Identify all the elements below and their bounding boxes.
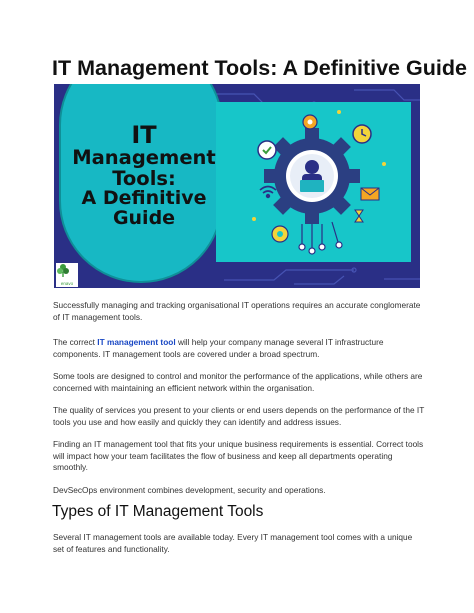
- paragraph: Successfully managing and tracking organisational IT operations requires an accurate conglomerate of IT management tools.: [53, 300, 421, 322]
- paragraph: [53, 337, 425, 360]
- hero-title-line: Guide: [112, 207, 176, 230]
- it-management-tool-link[interactable]: IT management tool: [97, 337, 176, 347]
- brand-name: enavo: [60, 280, 74, 286]
- paragraph: Finding an IT management tool that fits your unique business requirements is essential. Correct tools will impact how your team facilitates the flow of business and keep all departments operating smoothly.: [53, 439, 424, 472]
- leaf-logo-icon: [56, 263, 70, 277]
- checkmark-icon: [258, 141, 276, 159]
- hero-title-line: IT: [131, 121, 157, 149]
- paragraph: Several IT management tools are available today. Every IT management tool comes with a unique set of features and functionality.: [53, 532, 413, 554]
- hero-title-line: Tools:: [112, 166, 176, 190]
- paragraph: Some tools are designed to control and monitor the performance of the applications, while others are concerned with maintaining an efficient network within the organisation.: [53, 371, 423, 393]
- paragraph-text: will help your company manage several IT infrastructure components. IT management tools are covered under a broad spectrum.: [53, 337, 384, 359]
- section-title: Types of IT Management Tools: [52, 503, 264, 520]
- paragraph: DevSecOps environment combines development, security and operations.: [53, 485, 326, 495]
- page-title: IT Management Tools: A Definitive Guide: [52, 56, 467, 80]
- envelope-icon: [361, 188, 379, 200]
- settings-icon: [303, 115, 317, 129]
- clock-icon: [353, 125, 371, 143]
- hero-title: [60, 84, 228, 288]
- hero-banner: [54, 84, 420, 288]
- brand-badge: [56, 263, 78, 287]
- paragraph: The quality of services you present to your clients or end users depends on the performance of the IT tools you use and how easily and quickly they can identify and address issues.: [53, 405, 425, 427]
- hero-title-line: A Definitive: [81, 187, 207, 210]
- hero-title-line: Management: [72, 146, 216, 170]
- small-gear-icon: [272, 226, 288, 242]
- paragraph-text: The correct: [53, 337, 98, 347]
